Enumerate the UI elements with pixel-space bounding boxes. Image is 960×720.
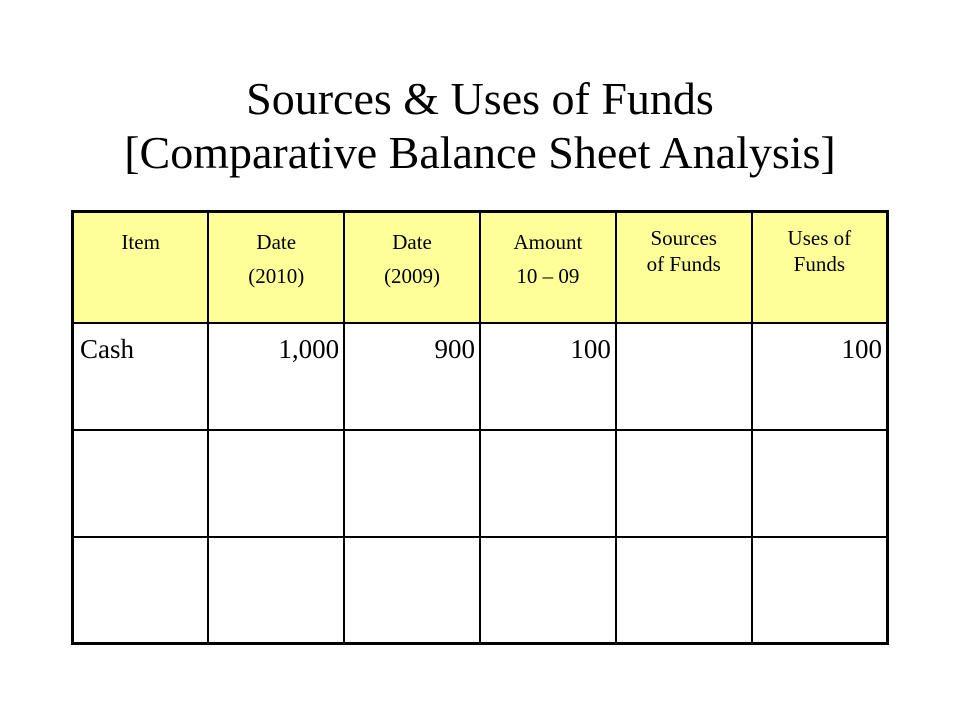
header-amount-label: Amount (513, 230, 583, 254)
slide-title (0, 72, 960, 180)
table-row (73, 537, 888, 644)
header-item (73, 212, 209, 323)
cell-item (73, 537, 209, 644)
cell-sources (616, 430, 752, 537)
cell-amount (480, 537, 616, 644)
cell-uses (752, 537, 888, 644)
header-sources-sublabel: of Funds (646, 252, 721, 276)
table-row (73, 430, 888, 537)
header-date-2009-label: Date (392, 230, 432, 254)
title-main: Sources & Uses of Funds (246, 73, 714, 124)
header-amount-sublabel: 10 – 09 (516, 264, 580, 288)
cell-date-2009 (344, 537, 480, 644)
cell-date-2010 (208, 537, 344, 644)
cell-date-2010 (208, 430, 344, 537)
cell-sources (616, 537, 752, 644)
cell-date-2009 (344, 430, 480, 537)
header-date-2009 (344, 212, 480, 323)
header-date-2010-sublabel: (2010) (248, 264, 305, 288)
cell-date-2010: 1,000 (208, 323, 344, 430)
cell-item: Cash (73, 323, 209, 430)
table-row (73, 323, 888, 430)
title-subtitle: [Comparative Balance Sheet Analysis] (124, 127, 836, 178)
header-item-label: Item (121, 230, 160, 254)
header-sources-label: Sources (650, 226, 717, 250)
cell-amount: 100 (480, 323, 616, 430)
header-amount (480, 212, 616, 323)
header-uses-sublabel: Funds (793, 252, 845, 276)
header-sources-of-funds (616, 212, 752, 323)
cell-sources (616, 323, 752, 430)
sources-uses-table (71, 210, 889, 645)
header-date-2009-sublabel: (2009) (384, 264, 441, 288)
header-uses-label: Uses of (787, 226, 852, 250)
header-date-2010 (208, 212, 344, 323)
cell-date-2009: 900 (344, 323, 480, 430)
cell-item (73, 430, 209, 537)
header-uses-of-funds (752, 212, 888, 323)
cell-uses (752, 430, 888, 537)
table-header-row (73, 212, 888, 323)
header-date-2010-label: Date (256, 230, 297, 254)
cell-uses: 100 (752, 323, 888, 430)
cell-amount (480, 430, 616, 537)
